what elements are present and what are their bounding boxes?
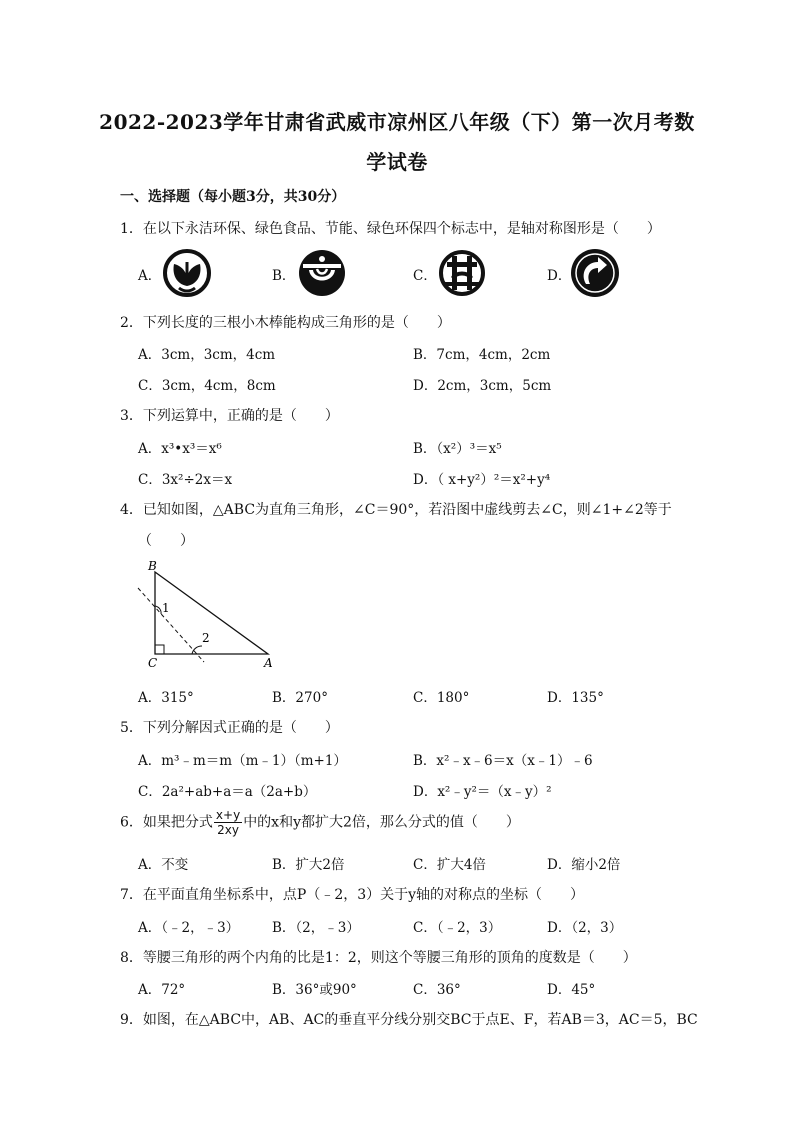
- q2-option-c: C．3cm，4cm，8cm: [138, 378, 276, 394]
- q1-option-a-label: A．: [138, 268, 162, 284]
- vertex-label-c: C: [148, 656, 158, 670]
- page-title-line1: 2022-2023学年甘肃省武威市凉州区八年级（下）第一次月考数: [99, 110, 695, 134]
- question-3: 3．下列运算中，正确的是（ ）: [120, 408, 339, 424]
- angle-label-2: 2: [202, 631, 210, 645]
- q5-option-b: B．x²﹣x﹣6＝x（x﹣1）﹣6: [413, 753, 593, 769]
- vertex-label-a: A: [264, 656, 273, 670]
- green-food-logo-icon: [297, 248, 347, 298]
- q8-option-d: D．45°: [547, 982, 596, 998]
- q3-option-a: A．x³•x³＝x⁶: [138, 441, 222, 457]
- q2-option-a: A．3cm，3cm，4cm: [138, 347, 276, 363]
- q4-option-b: B．270°: [272, 690, 328, 706]
- q1-option-b-label: B．: [272, 268, 296, 284]
- recycle-arrow-logo-icon: [570, 248, 620, 298]
- page-title-line2: 学试卷: [366, 150, 428, 174]
- q3-option-b: B．（x²）³＝x⁵: [413, 441, 502, 457]
- question-7: 7．在平面直角坐标系中，点P（﹣2，3）关于y轴的对称点的坐标（ ）: [120, 887, 585, 903]
- q5-option-c: C．2a²+ab+a＝a（2a+b）: [138, 784, 317, 800]
- q5-option-d: D．x²﹣y²＝（x﹣y）²: [413, 784, 552, 800]
- question-9: 9．如图，在△ABC中，AB、AC的垂直平分线分别交BC于点E、F，若AB＝3，AC＝5，BC: [120, 1012, 698, 1028]
- q4-option-a: A．315°: [138, 690, 194, 706]
- q1-option-c-label: C．: [413, 268, 437, 284]
- angle-label-1: 1: [162, 601, 170, 615]
- q2-option-d: D．2cm，3cm，5cm: [413, 378, 552, 394]
- right-triangle-figure: [130, 558, 290, 670]
- section-heading: 一、选择题（每小题3分，共30分）: [120, 189, 346, 205]
- q6-option-c: C．扩大4倍: [413, 857, 486, 873]
- q6-option-d: D．缩小2倍: [547, 857, 621, 873]
- q7-option-d: D．（2，3）: [547, 920, 623, 936]
- q7-option-b: B．（2，﹣3）: [272, 920, 360, 936]
- q6-option-a: A．不变: [138, 857, 189, 873]
- question-6-suffix: 中的x和y都扩大2倍，那么分式的值（ ）: [243, 814, 520, 831]
- q8-option-c: C．36°: [413, 982, 461, 998]
- question-5: 5．下列分解因式正确的是（ ）: [120, 720, 339, 736]
- q4-option-c: C．180°: [413, 690, 470, 706]
- q8-option-b: B．36°或90°: [272, 982, 357, 998]
- question-1: 1．在以下永洁环保、绿色食品、节能、绿色环保四个标志中，是轴对称图形是（ ）: [120, 221, 661, 237]
- fraction-numerator: x+y: [215, 808, 241, 822]
- q3-option-c: C．3x²÷2x＝x: [138, 472, 233, 488]
- q5-option-a: A．m³﹣m＝m（m﹣1）（m+1）: [138, 753, 347, 769]
- q4-option-d: D．135°: [547, 690, 604, 706]
- question-4-answer-paren: （ ）: [138, 533, 194, 549]
- fraction-denominator: 2xy: [217, 823, 239, 837]
- fraction: [214, 808, 242, 837]
- q2-option-b: B．7cm，4cm，2cm: [413, 347, 551, 363]
- question-2: 2．下列长度的三根小木棒能构成三角形的是（ ）: [120, 315, 451, 331]
- vertex-label-b: B: [148, 559, 157, 573]
- q7-option-c: C．（﹣2，3）: [413, 920, 502, 936]
- question-8: 8．等腰三角形的两个内角的比是1：2，则这个等腰三角形的顶角的度数是（ ）: [120, 950, 637, 966]
- q8-option-a: A．72°: [138, 982, 186, 998]
- q7-option-a: A．（﹣2，﹣3）: [138, 920, 240, 936]
- energy-saving-logo-icon: [437, 248, 487, 298]
- question-6-prefix: 6．如果把分式: [120, 814, 213, 831]
- q6-option-b: B．扩大2倍: [272, 857, 345, 873]
- q3-option-d: D．（ x+y²）²＝x²+y⁴: [413, 472, 551, 488]
- question-6: [120, 808, 520, 837]
- leaf-logo-icon: [162, 248, 212, 298]
- q1-option-d-label: D．: [547, 268, 572, 284]
- question-4: 4．已知如图，△ABC为直角三角形，∠C＝90°，若沿图中虚线剪去∠C，则∠1+∠2等于: [120, 502, 672, 518]
